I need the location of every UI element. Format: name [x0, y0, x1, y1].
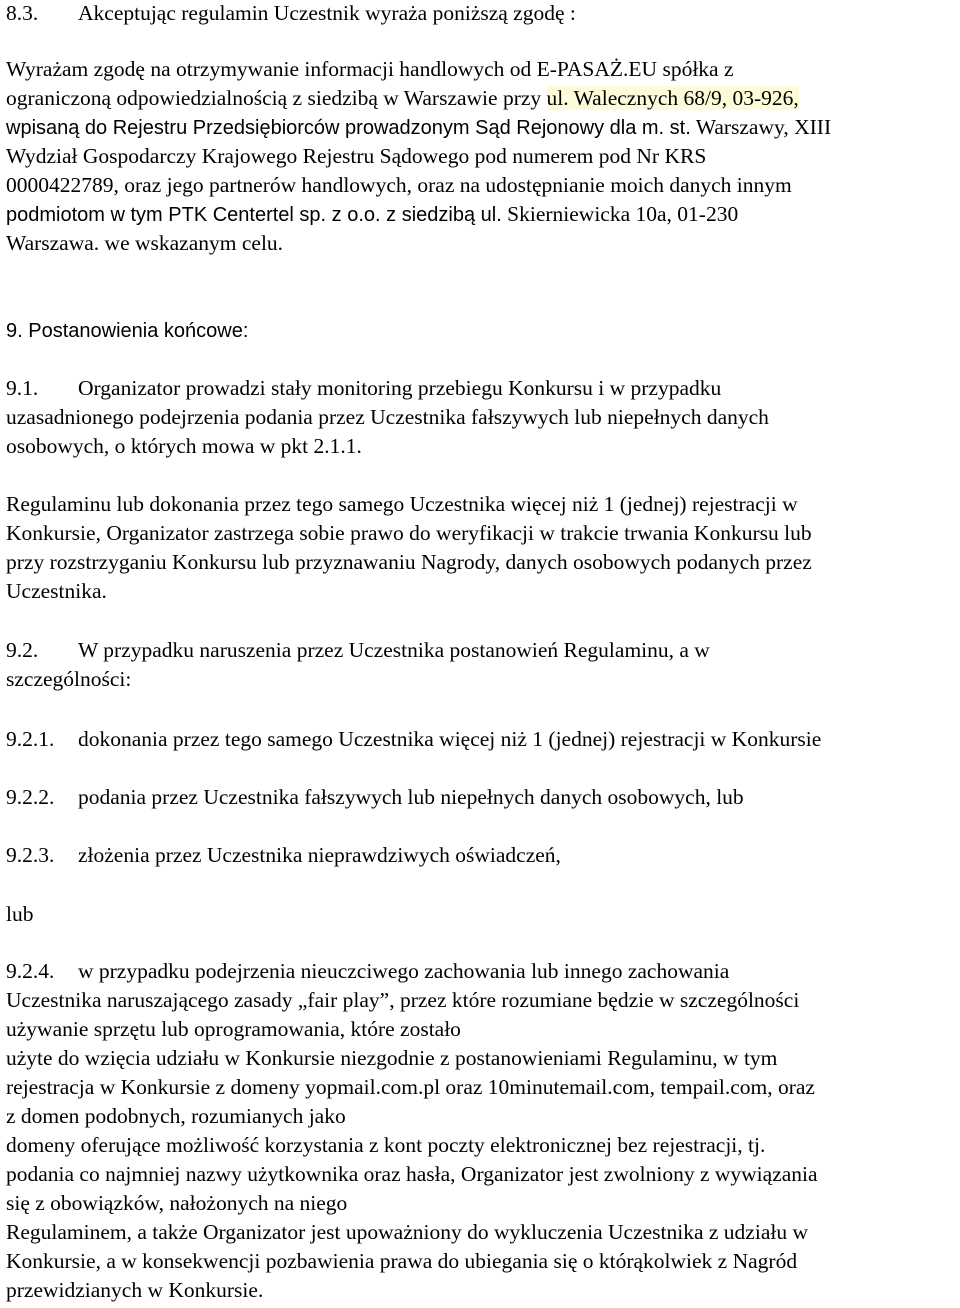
section-number: 9.2.1. — [6, 727, 55, 751]
section-number: 9.2.3. — [6, 843, 55, 867]
section-number: 9.1. — [6, 376, 39, 400]
section-number: 8.3. — [6, 1, 39, 25]
section-heading-text: Akceptując regulamin Uczestnik wyraża poniższą zgodę : — [78, 1, 576, 25]
text-line: użyte do wzięcia udziału w Konkursie niezgodnie z postanowieniami Regulaminu, w tym — [6, 1046, 778, 1070]
text-span: w przypadku podejrzenia nieuczciwego zachowania lub innego zachowania — [78, 959, 730, 983]
sans-text-span: podmiotom w tym PTK Centertel sp. z o.o. z siedzibą ul. — [6, 204, 502, 226]
text-line: przy rozstrzyganiu Konkursu lub przyznawaniu Nagrody, danych osobowych podanych przez — [6, 550, 812, 574]
sans-text-span: wpisaną do Rejestru Przedsiębiorców prowadzonym Sąd Rejonowy dla m. st. — [6, 117, 691, 139]
text-span: dokonania przez tego samego Uczestnika więcej niż 1 (jednej) rejestracji w Konkursie — [78, 727, 822, 751]
section-number: 9.2.2. — [6, 785, 55, 809]
text-line: Warszawa. we wskazanym celu. — [6, 231, 284, 255]
section-9-2-4 — [6, 957, 956, 1305]
text-span: ograniczoną odpowiedzialnością z siedzibą w Warszawie przy — [6, 86, 547, 110]
highlighted-address: ul. Walecznych 68/9, 03-926, — [546, 86, 799, 110]
text-line — [6, 84, 956, 113]
text-line: się z obowiązków, nałożonych na niego — [6, 1191, 348, 1215]
text-line: przewidzianych w Konkursie. — [6, 1278, 264, 1302]
text-line — [6, 374, 956, 403]
text-span: W przypadku naruszenia przez Uczestnika postanowień Regulaminu, a w — [78, 638, 710, 662]
text-line: rejestracja w Konkursie z domeny yopmail.com.pl oraz 10minutemail.com, tempail.com, oraz — [6, 1075, 815, 1099]
text-line: z domen podobnych, rozumianych jako — [6, 1104, 346, 1128]
text-line — [6, 841, 956, 870]
text-line: lub — [6, 902, 34, 926]
text-line: używanie sprzętu lub oprogramowania, które zostało — [6, 1017, 461, 1041]
text-line: uzasadnionego podejrzenia podania przez Uczestnika fałszywych lub niepełnych danych — [6, 405, 769, 429]
section-9-heading — [6, 317, 956, 346]
section-9-1 — [6, 374, 956, 461]
section-number: 9.2.4. — [6, 959, 55, 983]
section-8-3-heading — [6, 0, 956, 28]
section-number: 9.2. — [6, 638, 39, 662]
text-line: osobowych, o których mowa w pkt 2.1.1. — [6, 434, 362, 458]
text-line: Wyrażam zgodę na otrzymywanie informacji handlowych od E-PASAŻ.EU spółka z — [6, 57, 734, 81]
text-line: Konkursie, Organizator zastrzega sobie prawo do weryfikacji w trakcie trwania Konkursu lub — [6, 521, 812, 545]
text-line: domeny oferujące możliwość korzystania z kont poczty elektronicznej bez rejestracji, tj. — [6, 1133, 766, 1157]
text-line — [6, 725, 956, 754]
text-line — [6, 200, 956, 229]
text-line: Regulaminu lub dokonania przez tego samego Uczestnika więcej niż 1 (jednej) rejestracji w — [6, 492, 798, 516]
text-line: Konkursie, a w konsekwencji pozbawienia prawa do ubiegania się o którąkolwiek z Nagród — [6, 1249, 798, 1273]
text-line: podania co najmniej nazwy użytkownika oraz hasła, Organizator jest zwolniony z wywiązania — [6, 1162, 818, 1186]
text-line: Uczestnika. — [6, 579, 107, 603]
text-span: złożenia przez Uczestnika nieprawdziwych oświadczeń, — [78, 843, 561, 867]
text-line: szczególności: — [6, 667, 132, 691]
conjunction-lub — [6, 900, 956, 929]
section-9-2 — [6, 636, 956, 694]
text-line: Regulaminem, a także Organizator jest upoważniony do wykluczenia Uczestnika z udziału w — [6, 1220, 808, 1244]
consent-paragraph — [6, 55, 956, 258]
text-line: Wydział Gospodarczy Krajowego Rejestru Sądowego pod numerem pod Nr KRS — [6, 144, 707, 168]
text-line: Uczestnika naruszającego zasady „fair play”, przez które rozumiane będzie w szczególności — [6, 988, 800, 1012]
text-span: Skierniewicka 10a, 01-230 — [501, 202, 739, 226]
text-line — [6, 113, 956, 142]
text-line — [6, 783, 956, 812]
text-line — [6, 636, 956, 665]
text-line: 0000422789, oraz jego partnerów handlowych, oraz na udostępnianie moich danych innym — [6, 173, 792, 197]
section-heading-text: 9. Postanowienia końcowe: — [6, 320, 249, 342]
text-span: Organizator prowadzi stały monitoring przebiegu Konkursu i w przypadku — [78, 376, 722, 400]
section-9-2-2 — [6, 783, 956, 812]
text-span: podania przez Uczestnika fałszywych lub niepełnych danych osobowych, lub — [78, 785, 744, 809]
section-9-2-3 — [6, 841, 956, 870]
text-line — [6, 957, 956, 986]
text-span: Warszawy, XIII — [690, 115, 832, 139]
section-9-2-1 — [6, 725, 956, 754]
regulation-paragraph — [6, 490, 956, 606]
